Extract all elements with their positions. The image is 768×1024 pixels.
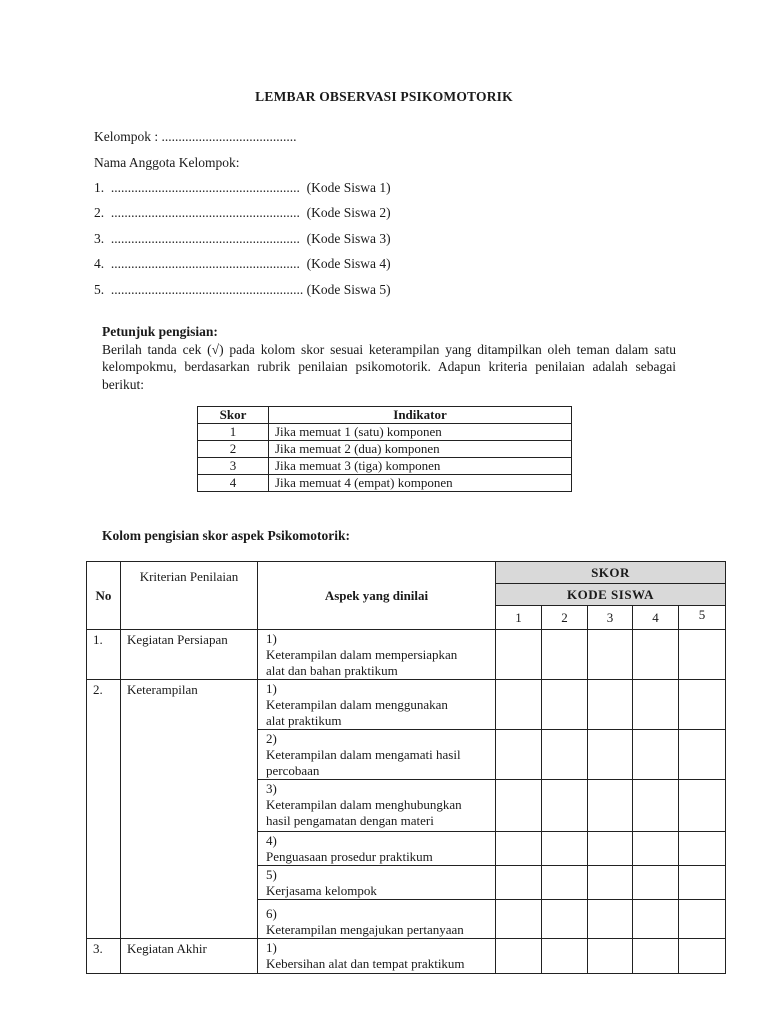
score-cell[interactable] [542, 866, 588, 900]
score-cell[interactable] [496, 730, 542, 780]
aspek-number: 3) [266, 781, 277, 796]
score-cell[interactable] [588, 680, 633, 730]
score-cell[interactable] [542, 630, 588, 680]
kode-siswa-1-header: 1 [496, 606, 542, 630]
skor-cell: 4 [198, 475, 269, 492]
indikator-cell: Jika memuat 3 (tiga) komponen [269, 458, 572, 475]
score-cell[interactable] [588, 630, 633, 680]
anggota-number: 4. [94, 256, 105, 271]
skor-cell: 2 [198, 441, 269, 458]
table-row [198, 424, 572, 441]
kelompok-field[interactable]: ........................................ [161, 129, 297, 144]
aspek-text: Keterampilan dalam mempersiapkan alat dan bahan praktikum [266, 647, 458, 678]
score-cell[interactable] [633, 630, 679, 680]
anggota-kode: (Kode Siswa 2) [306, 205, 391, 220]
anggota-line-4 [94, 256, 391, 272]
aspek-text: Keterampilan dalam menggunakan alat praktikum [266, 697, 448, 728]
score-cell[interactable] [496, 900, 542, 939]
anggota-number: 1. [94, 180, 105, 195]
score-cell[interactable] [496, 630, 542, 680]
score-cell[interactable] [542, 680, 588, 730]
kode-siswa-4-header: 4 [633, 606, 679, 630]
indikator-cell: Jika memuat 2 (dua) komponen [269, 441, 572, 458]
anggota-line-5 [94, 282, 391, 298]
anggota-kode: (Kode Siswa 3) [306, 231, 391, 246]
kode-siswa-3-header: 3 [588, 606, 633, 630]
aspek-cell [258, 780, 496, 832]
score-cell[interactable] [633, 680, 679, 730]
score-cell[interactable] [496, 866, 542, 900]
score-cell[interactable] [633, 832, 679, 866]
score-cell[interactable] [633, 866, 679, 900]
score-cell[interactable] [588, 730, 633, 780]
table-row [198, 441, 572, 458]
score-cell[interactable] [679, 900, 726, 939]
indikator-header: Indikator [269, 407, 572, 424]
score-cell[interactable] [588, 900, 633, 939]
aspek-cell [258, 630, 496, 680]
score-cell[interactable] [496, 939, 542, 974]
aspek-number: 1) [266, 681, 277, 696]
anggota-number: 5. [94, 282, 105, 297]
score-cell[interactable] [633, 900, 679, 939]
score-cell[interactable] [679, 780, 726, 832]
score-cell[interactable] [542, 832, 588, 866]
score-cell[interactable] [679, 730, 726, 780]
score-cell[interactable] [679, 939, 726, 974]
score-cell[interactable] [542, 730, 588, 780]
indikator-cell: Jika memuat 1 (satu) komponen [269, 424, 572, 441]
kode-siswa-header: KODE SISWA [496, 584, 726, 606]
aspek-number: 4) [266, 833, 277, 848]
anggota-name-field[interactable]: ........................................................ [110, 231, 300, 246]
aspek-number: 2) [266, 731, 277, 746]
score-cell[interactable] [588, 939, 633, 974]
score-cell[interactable] [542, 939, 588, 974]
kode-siswa-5-header: 5 [679, 606, 726, 630]
aspek-text: Keterampilan dalam menghubungkan hasil pengamatan dengan materi [266, 797, 462, 828]
row-number: 1. [87, 630, 121, 680]
kelompok-label: Kelompok : [94, 129, 162, 144]
aspek-cell [258, 939, 496, 974]
aspek-header: Aspek yang dinilai [258, 562, 496, 630]
score-cell[interactable] [679, 630, 726, 680]
anggota-line-1 [94, 180, 391, 196]
aspek-text: Penguasaan prosedur praktikum [266, 849, 433, 864]
kriteria-cell: Keterampilan [121, 680, 258, 939]
skor-header: Skor [198, 407, 269, 424]
score-cell[interactable] [496, 780, 542, 832]
kriteria-cell: Kegiatan Persiapan [121, 630, 258, 680]
table-row [198, 475, 572, 492]
anggota-kode: (Kode Siswa 4) [306, 256, 391, 271]
aspek-cell [258, 730, 496, 780]
anggota-kode: (Kode Siswa 5) [306, 282, 391, 297]
score-cell[interactable] [496, 680, 542, 730]
kolom-heading: Kolom pengisian skor aspek Psikomotorik: [102, 528, 351, 543]
score-cell[interactable] [542, 900, 588, 939]
score-cell[interactable] [633, 780, 679, 832]
anggota-name-field[interactable]: ......................................................... [110, 282, 304, 297]
aspek-text: Kerjasama kelompok [266, 883, 377, 898]
document-title: LEMBAR OBSERVASI PSIKOMOTORIK [255, 89, 513, 104]
score-cell[interactable] [588, 866, 633, 900]
table-row [87, 680, 726, 730]
petunjuk-heading: Petunjuk pengisian: [102, 324, 218, 339]
anggota-name-field[interactable]: ........................................................ [110, 205, 300, 220]
aspek-cell [258, 832, 496, 866]
skor-group-header: SKOR [496, 562, 726, 584]
score-cell[interactable] [588, 832, 633, 866]
row-number: 2. [87, 680, 121, 939]
skor-cell: 3 [198, 458, 269, 475]
score-cell[interactable] [679, 680, 726, 730]
nama-anggota-label: Nama Anggota Kelompok: [94, 155, 240, 170]
kelompok-line [94, 129, 297, 145]
skor-cell: 1 [198, 424, 269, 441]
kriteria-cell: Kegiatan Akhir [121, 939, 258, 974]
anggota-name-field[interactable]: ........................................................ [110, 256, 300, 271]
score-cell[interactable] [633, 939, 679, 974]
anggota-line-2 [94, 205, 391, 221]
anggota-kode: (Kode Siswa 1) [306, 180, 391, 195]
aspek-number: 5) [266, 867, 277, 882]
observation-table [86, 561, 726, 974]
anggota-line-3 [94, 231, 391, 247]
no-header: No [87, 562, 121, 630]
petunjuk-text: Berilah tanda cek (√) pada kolom skor sesuai keterampilan yang ditampilkan oleh teman dalam satu kelompokmu, berdasarkan rubrik penilaian psikomotorik. Adapun kriteria penilaian adalah sebagai berikut: [102, 341, 676, 392]
table-row [198, 458, 572, 475]
indikator-cell: Jika memuat 4 (empat) komponen [269, 475, 572, 492]
aspek-text: Keterampilan mengajukan pertanyaan [266, 922, 464, 937]
petunjuk-section [102, 323, 676, 393]
aspek-number: 1) [266, 631, 277, 646]
aspek-text: Kebersihan alat dan tempat praktikum [266, 956, 465, 971]
score-cell[interactable] [588, 780, 633, 832]
score-cell[interactable] [496, 832, 542, 866]
row-number: 3. [87, 939, 121, 974]
aspek-number: 1) [266, 940, 277, 955]
aspek-cell [258, 900, 496, 939]
anggota-number: 2. [94, 205, 105, 220]
score-cell[interactable] [633, 730, 679, 780]
kriteria-header: Kriterian Penilaian [121, 562, 258, 630]
score-cell[interactable] [679, 866, 726, 900]
score-cell[interactable] [679, 832, 726, 866]
anggota-name-field[interactable]: ........................................................ [110, 180, 300, 195]
aspek-cell [258, 680, 496, 730]
indikator-table [197, 406, 572, 492]
kode-siswa-2-header: 2 [542, 606, 588, 630]
table-row [87, 630, 726, 680]
score-cell[interactable] [542, 780, 588, 832]
table-row [87, 939, 726, 974]
aspek-text: Keterampilan dalam mengamati hasil percobaan [266, 747, 461, 778]
anggota-number: 3. [94, 231, 105, 246]
indikator-header-row [198, 407, 572, 424]
aspek-number: 6) [266, 906, 277, 921]
aspek-cell [258, 866, 496, 900]
